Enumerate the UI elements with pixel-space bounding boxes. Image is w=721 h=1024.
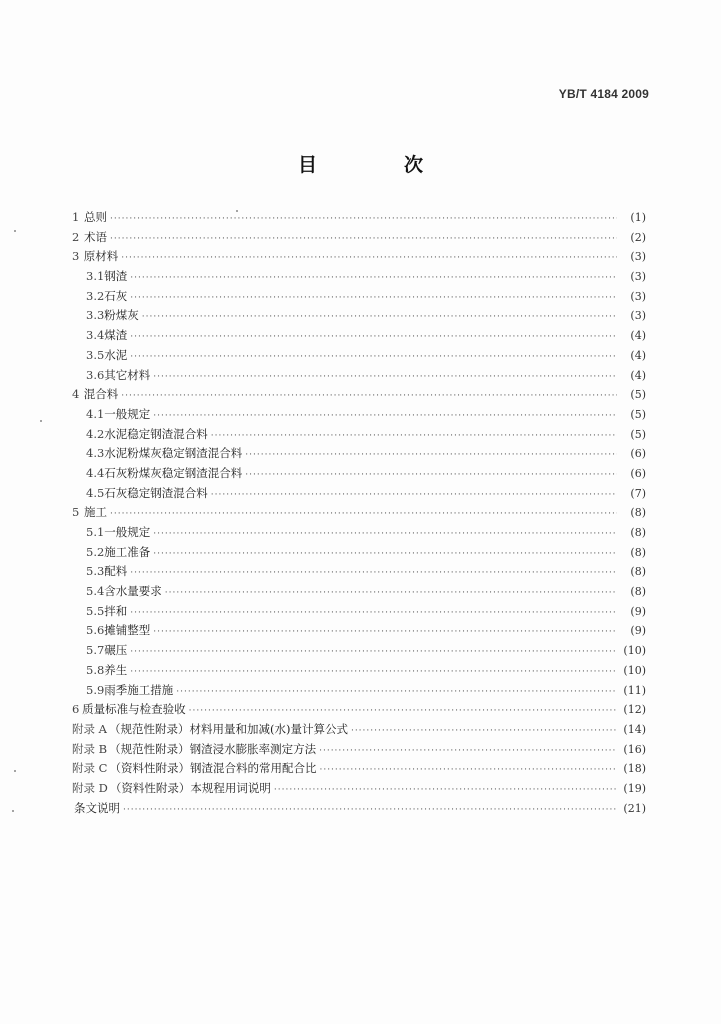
toc-leader-dots (245, 446, 617, 466)
toc-leader-dots (110, 210, 617, 230)
toc-entry-number: 5.3 (86, 564, 105, 579)
toc-entry-page: (10) (623, 644, 646, 658)
toc-entry (72, 661, 646, 681)
toc-entry (72, 720, 646, 740)
scan-speck (14, 230, 16, 232)
toc-leader-dots (110, 505, 617, 525)
toc-leader-dots (165, 584, 617, 604)
toc-entry-page: (8) (630, 506, 646, 520)
toc-title: 目 次 (297, 154, 457, 176)
toc-entry-number: 5.7 (86, 643, 105, 658)
toc-entry-label: 拌和 (104, 603, 128, 618)
toc-entry-page: (16) (623, 742, 646, 756)
toc-entry-number: 附录 B (72, 741, 108, 756)
toc-leader-dots (274, 781, 617, 801)
toc-entry-number: 6 (72, 702, 80, 717)
toc-entry-label: 一般规定 (104, 406, 151, 421)
toc-entry (72, 464, 646, 484)
toc-leader-dots (153, 407, 617, 427)
toc-leader-dots (153, 368, 617, 388)
toc-entry (72, 562, 646, 582)
toc-entry-page: (4) (630, 368, 646, 382)
toc-entry-label: 碾压 (104, 643, 128, 658)
toc-entry (72, 208, 646, 228)
toc-entry-page: (7) (630, 486, 646, 500)
toc-entry (72, 779, 646, 799)
toc-entry-label: 施工准备 (104, 544, 151, 559)
toc-entry (72, 405, 646, 425)
toc-entry-page: (3) (630, 289, 646, 303)
toc-entry-page: (1) (630, 211, 646, 224)
toc-entry (72, 543, 646, 563)
toc-entry-number: 3.5 (86, 347, 105, 362)
toc-entry-label: 配料 (104, 564, 128, 579)
toc-entry-label: 养生 (104, 662, 128, 677)
toc-entry-page: (21) (623, 801, 646, 815)
toc-leader-dots (121, 249, 617, 269)
toc-entry (72, 287, 646, 307)
toc-entry-page: (4) (630, 348, 646, 362)
toc-entry-page: (5) (630, 388, 646, 402)
toc-leader-dots (130, 564, 617, 584)
scan-speck (40, 420, 42, 422)
toc-entry-label: 水泥粉煤灰稳定钢渣混合料 (104, 446, 243, 461)
toc-entry (72, 602, 646, 622)
toc-leader-dots (245, 466, 617, 486)
toc-entry-number: 4.2 (86, 426, 105, 441)
toc-entry-label: （资料性附录）本规程用词说明 (109, 780, 271, 795)
toc-entry-page: (6) (630, 466, 646, 480)
toc-entry-number: 4.5 (86, 485, 105, 500)
toc-entry-page: (14) (623, 722, 646, 736)
toc-leader-dots (130, 289, 617, 309)
toc-entry-page: (5) (630, 427, 646, 441)
toc-entry-page: (2) (630, 230, 646, 244)
toc-leader-dots (110, 230, 617, 250)
toc-entry (72, 740, 646, 760)
toc-leader-dots (130, 604, 617, 624)
toc-entry-page: (6) (630, 447, 646, 461)
toc-entry-page: (3) (630, 309, 646, 323)
toc-leader-dots (142, 308, 617, 328)
toc-entry (72, 326, 646, 346)
toc-entry (72, 503, 646, 523)
toc-entry-number: 附录 A (72, 721, 107, 736)
toc-entry-label: 摊铺整型 (104, 623, 151, 638)
toc-entry (72, 385, 646, 405)
toc-entry-number: 5.2 (86, 544, 105, 559)
toc-entry-page: (12) (623, 703, 646, 717)
toc-leader-dots (319, 742, 617, 762)
toc-leader-dots (211, 427, 617, 447)
toc-entry (72, 582, 646, 602)
toc-entry-label: 石灰 (104, 288, 128, 303)
toc-leader-dots (130, 663, 617, 683)
toc-entry-label: 条文说明 (74, 800, 120, 815)
toc-entry-label: 煤渣 (104, 328, 128, 343)
toc-entry (72, 346, 646, 366)
toc-entry-label: 水泥稳定钢渣混合料 (104, 426, 208, 441)
toc-entry-number: 3.1 (86, 269, 105, 284)
toc-entry (72, 523, 646, 543)
toc-leader-dots (153, 623, 617, 643)
toc-leader-dots (211, 486, 617, 506)
toc-entry-number: 附录 C (72, 761, 108, 776)
toc-entry-number: 4 (72, 387, 80, 402)
toc-entry (72, 366, 646, 386)
toc-entry-label: 总则 (84, 210, 108, 224)
toc-entry (72, 425, 646, 445)
toc-entry-number: 3.2 (86, 288, 105, 303)
toc-entry (72, 681, 646, 701)
toc-entry-label: （规范性附录）材料用量和加减(水)量计算公式 (108, 721, 348, 736)
scan-speck (236, 210, 238, 212)
toc-entry-label: 原材料 (83, 249, 119, 264)
toc-entry-number: 4.3 (86, 446, 105, 461)
toc-entry-label: 混合料 (83, 387, 119, 402)
toc-entry (72, 306, 646, 326)
toc-entry (72, 799, 646, 819)
toc-entry-label: （规范性附录）钢渣浸水膨胀率测定方法 (109, 741, 317, 756)
toc-entry (72, 621, 646, 641)
toc-entry-label: 水泥 (104, 347, 128, 362)
toc-entry-label: （资料性附录）钢渣混合料的常用配合比 (109, 761, 317, 776)
toc-entry-number: 3.4 (86, 328, 105, 343)
toc-entry-number: 5.8 (86, 662, 105, 677)
toc-entry-number: 3 (72, 249, 80, 264)
toc-entry-page: (9) (630, 604, 646, 618)
toc-entry (72, 484, 646, 504)
scan-speck (14, 770, 16, 772)
toc-entry-page: (8) (630, 585, 646, 599)
toc-entry-label: 石灰粉煤灰稳定钢渣混合料 (104, 465, 243, 480)
scan-speck (12, 810, 14, 812)
toc-entry-label: 施工 (84, 505, 108, 520)
toc-entry-page: (8) (630, 526, 646, 539)
table-of-contents (72, 208, 646, 818)
toc-leader-dots (130, 328, 617, 348)
toc-entry-page: (3) (630, 270, 646, 284)
toc-entry-label: 粉煤灰 (104, 308, 139, 323)
toc-entry (72, 700, 646, 720)
toc-entry-number: 5.1 (86, 525, 105, 539)
toc-entry-page: (4) (630, 329, 646, 343)
toc-entry-number: 附录 D (72, 780, 108, 795)
toc-leader-dots (319, 761, 617, 781)
toc-entry (72, 247, 646, 267)
toc-entry-page: (3) (630, 250, 646, 264)
toc-entry (72, 228, 646, 248)
toc-entry-number: 5 (72, 505, 80, 520)
toc-leader-dots (121, 387, 617, 407)
toc-entry-label: 其它材料 (104, 367, 151, 382)
toc-entry (72, 267, 646, 287)
toc-entry-page: (10) (623, 663, 646, 677)
toc-entry (72, 641, 646, 661)
toc-entry-number: 5.4 (86, 584, 105, 599)
toc-entry-label: 术语 (84, 229, 108, 244)
toc-entry-number: 4.4 (86, 465, 105, 480)
toc-leader-dots (130, 643, 617, 663)
toc-entry-page: (11) (623, 683, 646, 697)
toc-entry-number: 5.9 (86, 682, 105, 697)
toc-entry-label: 质量标准与检查验收 (82, 702, 186, 717)
toc-entry-number: 3.6 (86, 367, 105, 382)
toc-entry-page: (18) (623, 762, 646, 776)
document-code: YB/T 4184 2009 (558, 87, 649, 101)
toc-leader-dots (176, 683, 617, 703)
toc-entry-number: 4.1 (86, 406, 105, 421)
toc-entry-number: 3.3 (86, 308, 105, 323)
toc-entry-number: 5.5 (86, 603, 105, 618)
toc-entry-label: 石灰稳定钢渣混合料 (104, 485, 208, 500)
toc-entry-page: (9) (630, 624, 646, 638)
toc-entry-label: 含水量要求 (104, 584, 162, 599)
toc-leader-dots (130, 348, 617, 368)
toc-leader-dots (153, 545, 617, 565)
toc-entry-page: (5) (630, 407, 646, 421)
toc-entry (72, 444, 646, 464)
toc-entry-number: 2 (72, 229, 80, 244)
toc-leader-dots (351, 722, 617, 742)
toc-leader-dots (123, 801, 617, 821)
toc-entry-number: 5.6 (86, 623, 105, 638)
toc-entry (72, 759, 646, 779)
toc-entry-label: 一般规定 (104, 525, 151, 539)
toc-leader-dots (153, 525, 617, 545)
toc-entry-label: 钢渣 (104, 269, 128, 284)
toc-leader-dots (130, 269, 617, 289)
toc-entry-page: (19) (623, 781, 646, 795)
toc-entry-page: (8) (630, 545, 646, 559)
toc-entry-label: 雨季施工措施 (104, 682, 174, 697)
toc-entry-number: 1 (72, 210, 80, 224)
toc-entry-page: (8) (630, 565, 646, 579)
